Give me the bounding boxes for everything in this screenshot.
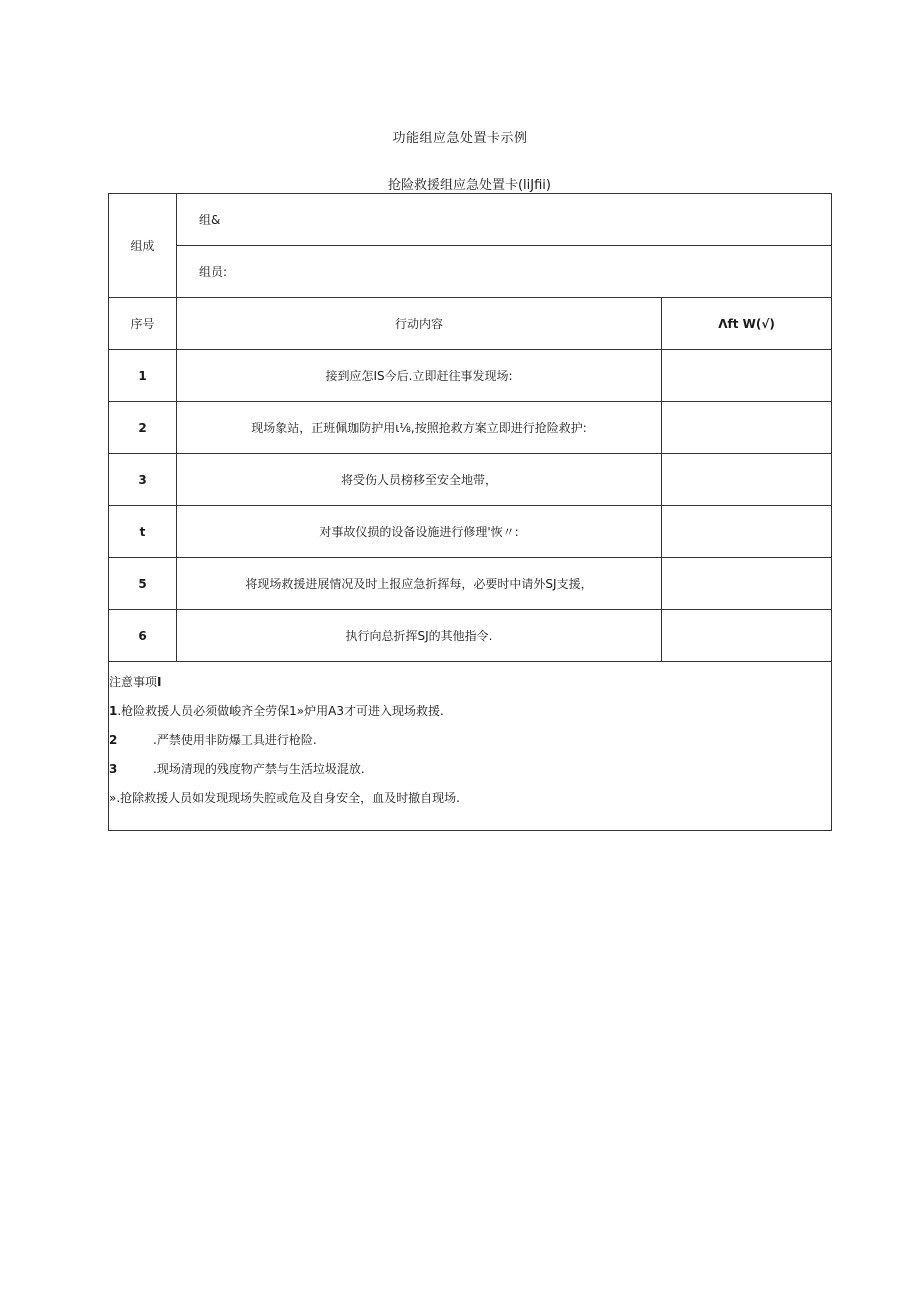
row-action: 执行向总折挥SJ的其他指令. bbox=[177, 610, 662, 662]
header-action: 行动内容 bbox=[177, 298, 662, 350]
table-row bbox=[109, 506, 832, 558]
composition-members-row bbox=[109, 246, 832, 298]
note-text: .现场清现的残度物产禁与生活垃圾混放. bbox=[153, 762, 365, 776]
group-leader-field: 组& bbox=[177, 194, 832, 246]
note-item bbox=[109, 759, 831, 788]
row-seq: t bbox=[109, 506, 177, 558]
document-title: 功能组应急处置卡示例 bbox=[392, 131, 528, 146]
composition-leader-row bbox=[109, 194, 832, 246]
note-text: .严禁使用非防爆工具进行枪险. bbox=[153, 733, 317, 747]
row-action: 接到应怎IS今后.立即赶往事发现场: bbox=[177, 350, 662, 402]
composition-label: 组成 bbox=[109, 194, 177, 298]
row-seq: 3 bbox=[109, 454, 177, 506]
note-number: 2 bbox=[109, 733, 118, 747]
row-action: 将现场救援进展情况及时上报应急折挥每，必要时中请外SJ支援， bbox=[177, 558, 662, 610]
row-seq: 6 bbox=[109, 610, 177, 662]
table-row bbox=[109, 454, 832, 506]
row-seq: 2 bbox=[109, 402, 177, 454]
note-item bbox=[109, 730, 831, 759]
note-item bbox=[109, 788, 831, 817]
row-action: 对事故仪损的设备设施进行修理'恢〃: bbox=[177, 506, 662, 558]
notes-section bbox=[109, 662, 832, 831]
table-row bbox=[109, 350, 832, 402]
note-item bbox=[109, 701, 831, 730]
note-number: 3 bbox=[109, 762, 118, 776]
row-check-cell bbox=[662, 454, 832, 506]
notes-heading-text: 注意事项 bbox=[109, 675, 158, 689]
row-action: 现场象站，正班佩珈防护用ι⅛,按照抢救方案立即进行抢险救护: bbox=[177, 402, 662, 454]
row-seq: 5 bbox=[109, 558, 177, 610]
row-check-cell bbox=[662, 402, 832, 454]
notes-row bbox=[109, 662, 832, 831]
table-row bbox=[109, 402, 832, 454]
notes-heading bbox=[109, 672, 831, 701]
note-text: .枪险救援人员必须做峻齐全劳保1»炉用A3才可进入现场救援. bbox=[117, 704, 444, 718]
row-action: 将受伤人员榜移至安全地带， bbox=[177, 454, 662, 506]
header-row bbox=[109, 298, 832, 350]
row-check-cell bbox=[662, 350, 832, 402]
row-seq: 1 bbox=[109, 350, 177, 402]
emergency-card-table bbox=[108, 193, 832, 831]
group-members-field: 组员: bbox=[177, 246, 832, 298]
note-text: ».抢除救援人员如发现现场失腔或危及自身安全，血及时撤自现场. bbox=[109, 791, 460, 805]
table-row bbox=[109, 558, 832, 610]
card-title: 抢险救援组应急处置卡(liJfii) bbox=[387, 178, 551, 193]
notes-heading-mark: I bbox=[157, 675, 162, 689]
note-number: 1 bbox=[109, 704, 118, 718]
row-check-cell bbox=[662, 506, 832, 558]
row-check-cell bbox=[662, 558, 832, 610]
table-row bbox=[109, 610, 832, 662]
header-check: Λft W(√) bbox=[662, 298, 832, 350]
header-seq: 序号 bbox=[109, 298, 177, 350]
row-check-cell bbox=[662, 610, 832, 662]
